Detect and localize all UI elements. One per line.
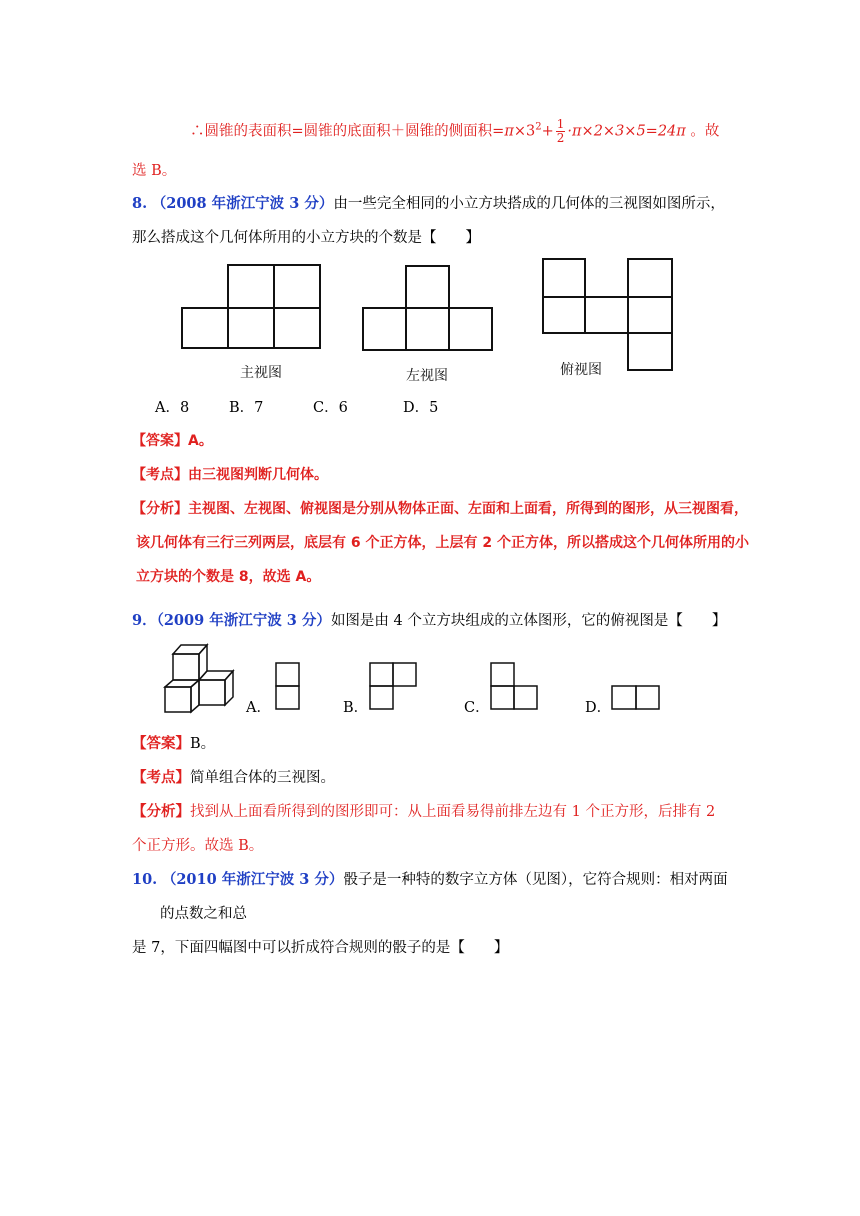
left-view-label: 左视图: [406, 368, 448, 384]
q9-option-a[interactable]: A．: [246, 700, 271, 716]
q9-option-d-drawing: [612, 686, 659, 709]
q9-point-text: 简单组合体的三视图。: [190, 770, 335, 786]
q9-number: 9．: [132, 612, 157, 629]
q10-number: 10.: [132, 871, 158, 888]
q9-analysis-tag: 【分析】: [132, 803, 190, 820]
q9-source: （2009 年浙江宁波 3 分）: [156, 612, 331, 629]
q9-option-c-drawing: [491, 663, 537, 709]
q9-option-d[interactable]: D．: [585, 700, 612, 716]
q9-point: [132, 766, 335, 787]
q9-option-a-drawing: [276, 663, 299, 709]
top-view-label: 俯视图: [560, 362, 602, 378]
q9-analysis-line1: [132, 800, 715, 821]
q8-analysis-tag: 【分析】: [132, 501, 188, 517]
q10-text1: 骰子是一种特的数字立方体（见图），它符合规则：相对两面: [343, 872, 728, 888]
q9-analysis-text1: 找到从上面看所得到的图形即可：从上面看易得前排左边有 1 个正方形，后排有 2: [190, 804, 716, 820]
q9-point-tag: 【考点】: [132, 769, 190, 786]
q10-stem-line1: [132, 868, 728, 889]
q10-source: （2010 年浙江宁波 3 分）: [161, 871, 344, 888]
formula-line2: 选 B。: [132, 163, 177, 179]
q8-analysis-line2: 该几何体有三行三列两层，底层有 6 个正方体，上层有 2 个正方体，所以搭成这个几何体所用的小: [136, 535, 749, 551]
q9-option-c[interactable]: C．: [464, 700, 490, 716]
q8-number: 8.: [132, 195, 148, 212]
q8-option-a[interactable]: A．8: [155, 400, 190, 416]
q8-source: （2008 年浙江宁波 3 分）: [151, 195, 334, 212]
q8-answer-tag: 【答案】: [132, 433, 188, 449]
formula-prefix: ∴圆锥的表面积=圆锥的底面积＋圆锥的侧面积=: [190, 123, 505, 140]
q8-text1: 由一些完全相同的小立方块搭成的几何体的三视图如图所示，: [333, 196, 725, 212]
q8-option-d[interactable]: D．5: [403, 400, 439, 416]
formula-base: 3: [526, 123, 536, 140]
formula-times: ×: [513, 123, 526, 140]
formula-fraction: $\frac{1}{2}$: [556, 117, 565, 145]
formula-rest: ·π×2×3×5=24π: [567, 123, 686, 140]
q8-option-b[interactable]: B．7: [229, 400, 264, 416]
q9-option-b[interactable]: B．: [343, 700, 369, 716]
q9-answer-value: B。: [190, 736, 216, 752]
q9-analysis-line2: 个正方形。故选 B。: [132, 838, 264, 854]
q8-analysis-line3: 立方块的个数是 8，故选 A。: [136, 569, 321, 585]
q9-option-b-drawing: [370, 663, 416, 709]
formula-tail: 。故: [690, 123, 720, 140]
front-view-label: 主视图: [240, 365, 282, 381]
formula-plus: +: [541, 123, 554, 140]
q9-text: 如图是由 4 个立方块组成的立体图形，它的俯视图是【 】: [330, 613, 727, 629]
q8-answer-value: A。: [188, 433, 213, 449]
q9-cube-solid-drawing: [165, 645, 233, 712]
q9-answer-tag: 【答案】: [132, 735, 190, 752]
formula-exp: 2: [535, 121, 542, 133]
q10-stem-line2: 的点数之和总: [160, 906, 247, 922]
q8-point-tag: 【考点】: [132, 467, 188, 483]
q8-option-c[interactable]: C．6: [313, 400, 348, 416]
formula-pi: π: [504, 123, 514, 140]
q9-answer: [132, 732, 215, 753]
q8-point-text: 由三视图判断几何体。: [188, 467, 328, 483]
q10-stem-line3: 是 7，下面四幅图中可以折成符合规则的骰子的是【 】: [132, 940, 509, 956]
q8-stem-line2: 那么搭成这个几何体所用的小立方块的个数是【 】: [132, 230, 480, 246]
q8-analysis-text1: 主视图、左视图、俯视图是分别从物体正面、左面和上面看，所得到的图形，从三视图看，: [188, 501, 748, 517]
